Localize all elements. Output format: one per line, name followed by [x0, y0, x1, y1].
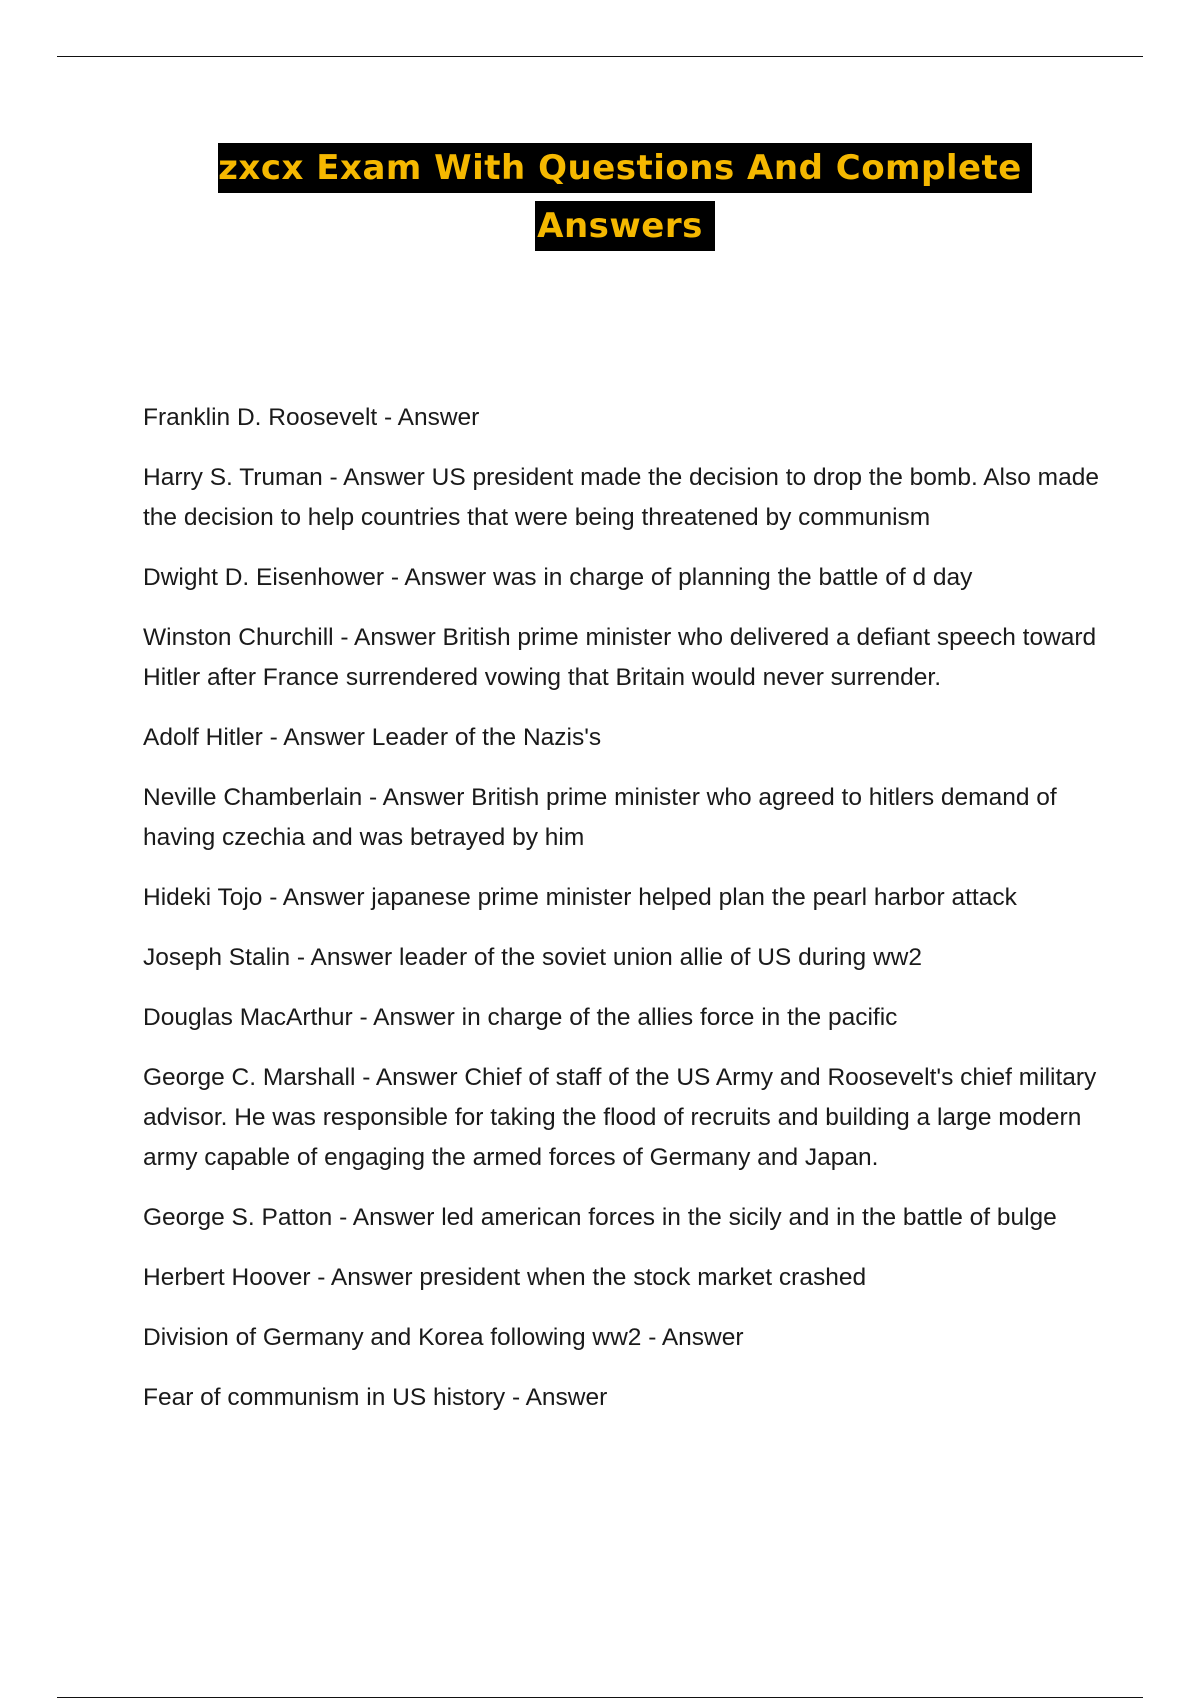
title-line-1: zxcx Exam With Questions And Complete — [218, 143, 1032, 193]
qa-list — [143, 398, 1103, 1438]
qa-entry: George C. Marshall - Answer Chief of staff of the US Army and Roosevelt's chief military advisor. He was responsible for taking the flood of recruits and building a large modern army capable of engaging the armed forces of Germany and Japan. — [143, 1064, 1097, 1171]
qa-entry: Joseph Stalin - Answer leader of the soviet union allie of US during ww2 — [143, 944, 922, 971]
qa-entry: Herbert Hoover - Answer president when the stock market crashed — [143, 1264, 867, 1291]
qa-entry: Adolf Hitler - Answer Leader of the Nazis's — [143, 724, 602, 751]
title-line-2: Answers — [535, 201, 715, 251]
qa-entry: Dwight D. Eisenhower - Answer was in charge of planning the battle of d day — [143, 564, 973, 591]
qa-entry: George S. Patton - Answer led american forces in the sicily and in the battle of bulge — [143, 1204, 1057, 1231]
header-rule — [57, 56, 1143, 57]
qa-entry: Franklin D. Roosevelt - Answer — [143, 404, 480, 431]
qa-entry: Harry S. Truman - Answer US president made the decision to drop the bomb. Also made the decision to help countries that were being threatened by communism — [143, 464, 1099, 531]
qa-entry: Winston Churchill - Answer British prime minister who delivered a defiant speech toward Hitler after France surrendered vowing that Britain would never surrender. — [143, 624, 1097, 691]
qa-entry: Hideki Tojo - Answer japanese prime minister helped plan the pearl harbor attack — [143, 884, 1017, 911]
qa-entry: Fear of communism in US history - Answer — [143, 1384, 608, 1411]
document-title — [150, 143, 1100, 251]
qa-entry: Division of Germany and Korea following ww2 - Answer — [143, 1324, 744, 1351]
qa-entry: Douglas MacArthur - Answer in charge of the allies force in the pacific — [143, 1004, 898, 1031]
footer-rule — [57, 1697, 1143, 1698]
qa-entry: Neville Chamberlain - Answer British prime minister who agreed to hitlers demand of having czechia and was betrayed by him — [143, 784, 1057, 851]
